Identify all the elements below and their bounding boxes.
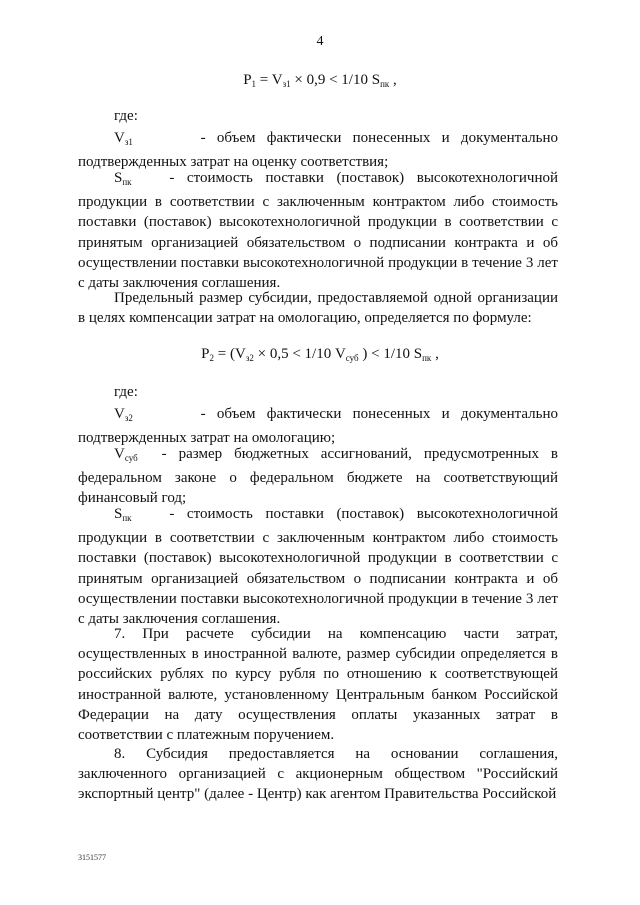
document-id: 3151577: [78, 853, 106, 862]
definition-v-z2: $V_{з2}$ - объем фактически понесенных и документально подтвержденных затрат на омологацию;: [78, 406, 559, 447]
definition-s-pk: $S_{пк}$ - стоимость поставки (поставок) высокотехнологичной продукции в соответствии с заключенным контрактом либо стоимость поставки (поставок) высокотехнологичной продукции в соответствии с принятым организацией обязательством о подписании контракта и об осуществлении поставки высокотехнологичной продукции в течение 3 лет с даты заключения соглашения.: [78, 170, 559, 292]
definition-s-pk-2: $S_{пк}$ - стоимость поставки (поставок) высокотехнологичной продукции в соответствии с заключенным контрактом либо стоимость поставки (поставок) высокотехнологичной продукции в соответствии с принятым организацией обязательством о подписании контракта и об осуществлении поставки высокотехнологичной продукции в течение 3 лет с даты заключения соглашения.: [78, 506, 559, 628]
formula-p1: $P_1 = V_{з1} \times 0,9 < 1/10$ $S_{пк}$ ,: [243, 72, 397, 89]
paragraph-8: 8. Субсидия предоставляется на основании соглашения, заключенного организацией с акционерным обществом "Российский экспортный центр" (далее - Центр) как агентом Правительства Российской: [78, 746, 558, 803]
where-label-2: где:: [114, 384, 138, 400]
page-number: 4: [316, 34, 324, 49]
definition-v-sub: $V_{суб}$ - размер бюджетных ассигнований, предусмотренных в федеральном законе о федеральном бюджете на соответствующий финансовый год;: [78, 446, 559, 507]
definition-v-z1: $V_{з1}$ - объем фактически понесенных и документально подтвержденных затрат на оценку соответствия;: [78, 130, 559, 171]
intro-paragraph: Предельный размер субсидии, предоставляемой одной организации в целях компенсации затрат на омологацию, определяется по формуле:: [78, 290, 558, 327]
where-label: где:: [114, 108, 138, 124]
paragraph-7: 7. При расчете субсидии на компенсацию части затрат, осуществленных в иностранной валюте, размер субсидии определяется в российских рублях по курсу рубля по отношению к соответствующей иностранной валюте, установленному Центральным банком Российской Федерации на дату осуществления оплаты указанных затрат в соответствии с платежным поручением.: [78, 626, 558, 744]
formula-p2: $P_2 = (V_{з2} \times 0,5 < 1/10$ $V_{суб}$ ) < 1/10 $S_{пк}$ ,: [201, 346, 439, 363]
